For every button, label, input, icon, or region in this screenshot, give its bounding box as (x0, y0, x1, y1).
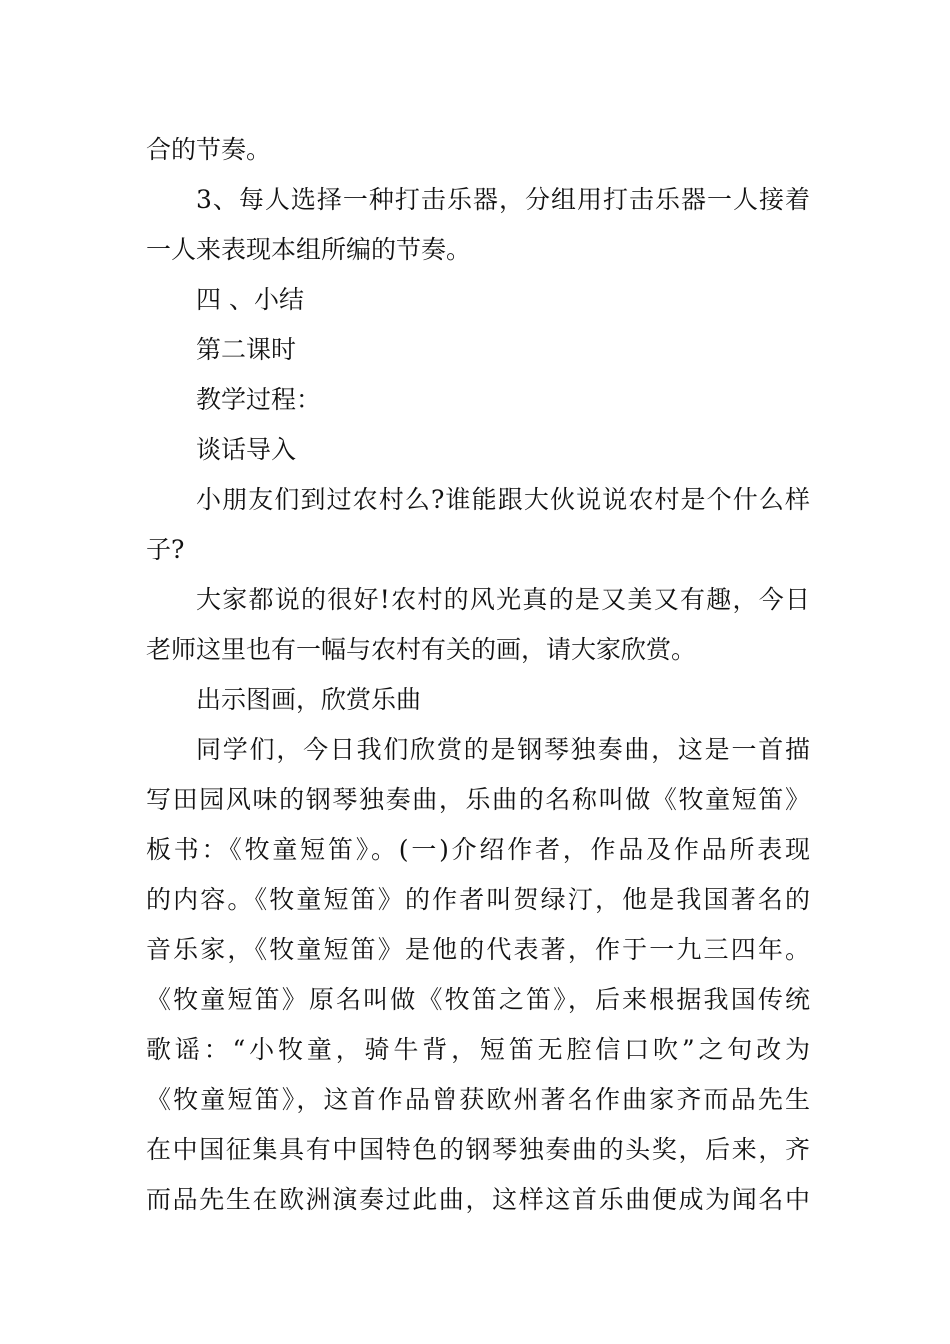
text-line: 而品先生在欧洲演奏过此曲，这样这首乐曲便成为闻名中 (146, 1185, 810, 1214)
section-heading: 教学过程： (196, 385, 322, 414)
section-heading: 谈话导入 (196, 435, 297, 464)
text-line: 歌谣：“小牧童，骑牛背，短笛无腔信口吹”之句改为 (146, 1035, 810, 1064)
text-line: 大家都说的很好!农村的风光真的是又美又有趣，今日 (196, 585, 810, 614)
text-line: 3、每人选择一种打击乐器，分组用打击乐器一人接着 (196, 185, 810, 214)
text-line: 子? (146, 535, 185, 564)
text-line: 写田园风味的钢琴独奏曲，乐曲的名称叫做《牧童短笛》 (146, 785, 810, 814)
text-line: 《牧童短笛》原名叫做《牧笛之笛》，后来根据我国传统 (146, 985, 810, 1014)
text-line: 音乐家，《牧童短笛》是他的代表著，作于一九三四年。 (146, 935, 810, 964)
text-line: 《牧童短笛》，这首作品曾获欧州著名作曲家齐而品先生 (146, 1085, 810, 1114)
text-line: 板书：《牧童短笛》。(一)介绍作者，作品及作品所表现 (146, 835, 810, 864)
text-line: 合的节奏。 (146, 135, 272, 164)
text-line: 同学们，今日我们欣赏的是钢琴独奏曲，这是一首描 (196, 735, 810, 764)
text-line: 一人来表现本组所编的节奏。 (146, 235, 472, 264)
section-heading: 四 、小结 (196, 285, 304, 314)
text-line: 老师这里也有一幅与农村有关的画，请大家欣赏。 (146, 635, 697, 664)
text-line: 小朋友们到过农村么?谁能跟大伙说说农村是个什么样 (196, 485, 810, 514)
section-heading: 出示图画，欣赏乐曲 (196, 685, 422, 714)
section-heading: 第二课时 (196, 335, 297, 364)
text-line: 在中国征集具有中国特色的钢琴独奏曲的头奖，后来，齐 (146, 1135, 810, 1164)
text-line: 的内容。《牧童短笛》的作者叫贺绿汀，他是我国著名的 (146, 885, 810, 914)
